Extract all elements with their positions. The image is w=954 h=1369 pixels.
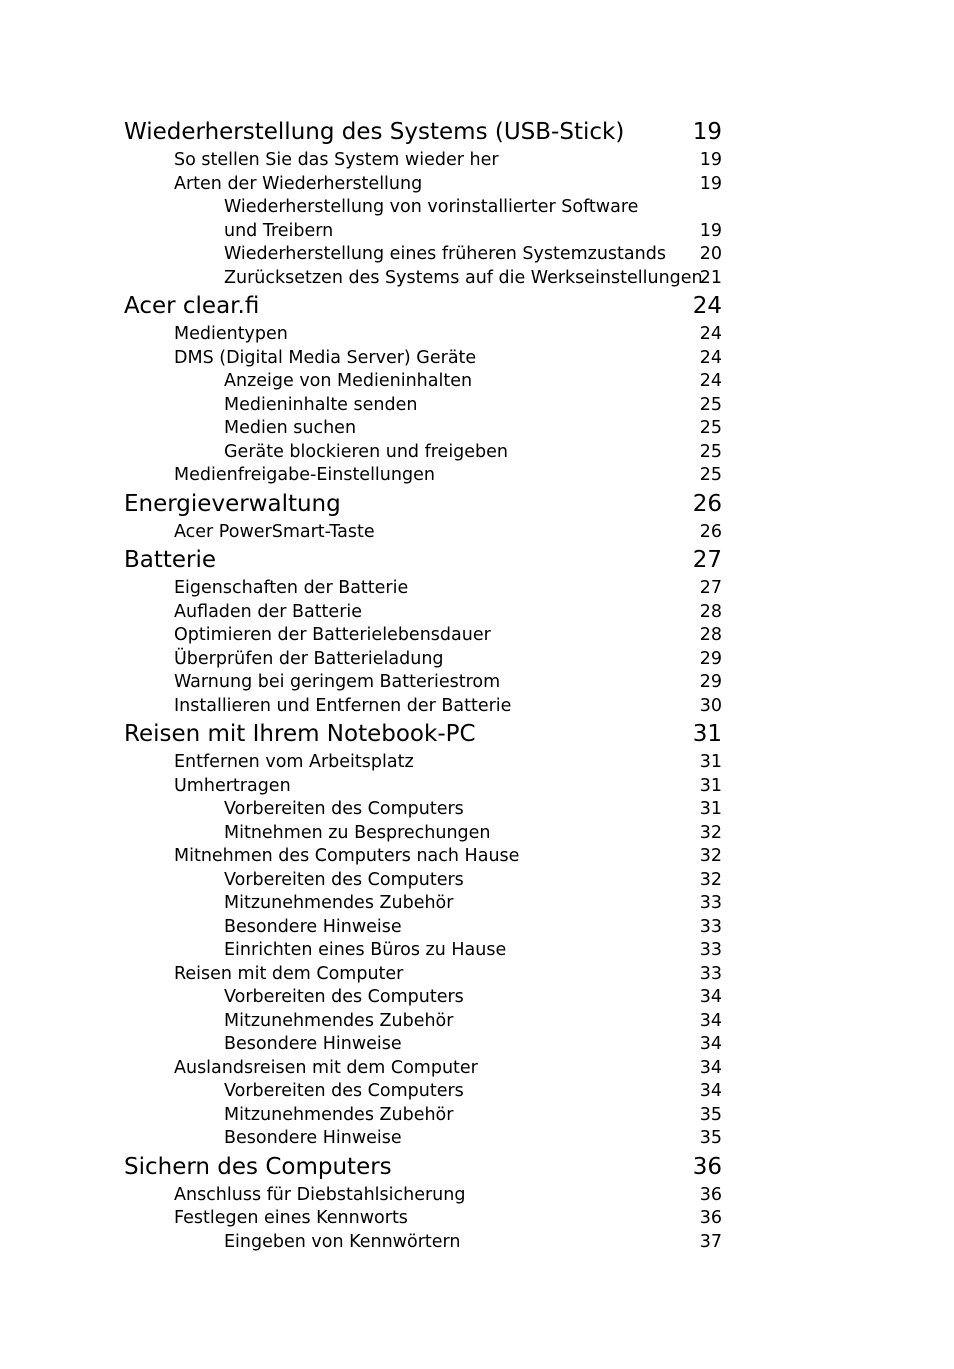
toc-entry-title: Vorbereiten des Computers [224,799,464,819]
toc-entry-title: Optimieren der Batterielebensdauer [174,625,491,645]
toc-subsection[interactable] [124,986,722,1010]
table-of-contents [124,116,722,1254]
toc-section[interactable] [124,624,722,648]
toc-chapter[interactable] [124,718,722,751]
toc-section[interactable] [124,577,722,601]
toc-entry-title: Besondere Hinweise [224,916,402,937]
toc-entry-title: Installieren und Entfernen der Batterie [174,695,512,716]
toc-subsection[interactable] [124,370,722,394]
toc-subsection[interactable] [124,267,722,291]
toc-subsection[interactable] [124,869,722,893]
toc-chapter[interactable] [124,290,722,323]
toc-entry-title: Wiederherstellung eines früheren Systemzustands [224,244,666,264]
toc-entry-title: Aufladen der Batterie [174,601,363,622]
toc-subsection[interactable] [124,1010,722,1034]
toc-entry-page-number: 32 [699,846,722,866]
toc-entry-page-number: 30 [699,695,722,716]
toc-section[interactable] [124,347,722,371]
toc-entry-page-number: 33 [699,963,722,984]
toc-chapter[interactable] [124,1151,722,1184]
toc-entry-page-number: 36 [692,1153,722,1180]
toc-entry-page-number: 24 [699,324,722,344]
toc-entry-title: Batterie [124,547,217,573]
toc-subsection[interactable] [124,1080,722,1104]
toc-entry-page-number: 35 [699,1128,722,1148]
toc-entry-title: Mitnehmen zu Besprechungen [224,822,491,843]
toc-section[interactable] [124,521,722,545]
toc-entry-title: Vorbereiten des Computers [224,987,464,1007]
toc-entry-page-number: 33 [699,893,722,913]
toc-entry-page-number: 31 [699,775,722,796]
toc-section[interactable] [124,323,722,347]
toc-subsection[interactable] [124,916,722,940]
toc-entry-title: Entfernen vom Arbeitsplatz [174,752,414,772]
toc-entry-page-number: 19 [692,119,722,145]
toc-entry-title: Eigenschaften der Batterie [174,578,409,598]
toc-entry-title: Auslandsreisen mit dem Computer [174,1057,478,1078]
toc-entry-page-number: 33 [699,916,722,937]
toc-entry-title: Medieninhalte senden [224,394,418,415]
toc-entry-page-number: 34 [699,1010,722,1031]
toc-subsection[interactable] [124,798,722,822]
toc-entry-page-number: 32 [699,822,722,843]
toc-entry-title: Wiederherstellung des Systems (USB-Stick) [124,119,625,145]
toc-subsection[interactable] [124,196,722,220]
toc-entry-page-number: 28 [699,625,722,645]
toc-entry-title: Umhertragen [174,775,291,796]
toc-entry-title: Anschluss für Diebstahlsicherung [174,1184,466,1205]
toc-subsection[interactable] [124,939,722,963]
toc-entry-title: Besondere Hinweise [224,1128,402,1148]
toc-entry-title: und Treibern [224,220,334,241]
toc-entry-page-number: 26 [692,490,722,517]
toc-section[interactable] [124,601,722,625]
toc-entry-title: Reisen mit Ihrem Notebook-PC [124,721,476,747]
toc-subsection[interactable] [124,1231,722,1255]
toc-entry-title: Festlegen eines Kennworts [174,1208,408,1228]
toc-entry-title: Überprüfen der Batterieladung [174,648,444,669]
toc-entry-page-number: 31 [692,721,722,747]
toc-entry-title: Reisen mit dem Computer [174,963,404,984]
toc-entry-page-number: 34 [699,1081,722,1101]
toc-subsection[interactable] [124,822,722,846]
toc-entry-title: Mitnehmen des Computers nach Hause [174,846,520,866]
toc-subsection[interactable] [124,220,722,244]
toc-entry-page-number: 34 [699,1034,722,1054]
toc-entry-page-number: 21 [699,267,722,288]
toc-entry-page-number: 34 [699,1057,722,1078]
toc-subsection[interactable] [124,417,722,441]
toc-entry-page-number: 28 [699,601,722,622]
toc-chapter[interactable] [124,488,722,521]
toc-entry-title: Wiederherstellung von vorinstallierter Software [224,197,639,217]
toc-entry-page-number: 19 [699,220,722,241]
toc-entry-page-number: 19 [699,173,722,194]
toc-entry-page-number: 32 [699,869,722,890]
toc-chapter[interactable] [124,116,722,149]
toc-entry-page-number: 29 [699,648,722,669]
toc-entry-title: Medientypen [174,324,288,344]
toc-entry-title: Eingeben von Kennwörtern [224,1231,461,1252]
toc-entry-title: Besondere Hinweise [224,1034,402,1054]
toc-entry-title: DMS (Digital Media Server) Geräte [174,347,477,368]
toc-entry-title: Medien suchen [224,418,357,438]
toc-entry-page-number: 24 [699,347,722,368]
toc-subsection[interactable] [124,1104,722,1128]
toc-section[interactable] [124,464,722,488]
toc-entry-title: Sichern des Computers [124,1153,392,1180]
toc-section[interactable] [124,149,722,173]
toc-entry-page-number: 25 [699,394,722,415]
toc-entry-title: So stellen Sie das System wieder her [174,150,499,170]
toc-subsection[interactable] [124,243,722,267]
toc-section[interactable] [124,1184,722,1208]
toc-entry-title: Mitzunehmendes Zubehör [224,1010,454,1031]
toc-section[interactable] [124,695,722,719]
toc-entry-title: Mitzunehmendes Zubehör [224,1104,454,1125]
toc-subsection[interactable] [124,394,722,418]
toc-entry-page-number: 33 [699,940,722,960]
toc-entry-page-number: 24 [699,371,722,391]
toc-section[interactable] [124,1057,722,1081]
toc-subsection[interactable] [124,1127,722,1151]
toc-entry-page-number: 34 [699,987,722,1007]
toc-subsection[interactable] [124,1033,722,1057]
toc-section[interactable] [124,671,722,695]
toc-entry-page-number: 35 [699,1104,722,1125]
toc-entry-title: Zurücksetzen des Systems auf die Werkseinstellungen [224,267,703,288]
toc-entry-page-number: 37 [699,1231,722,1252]
toc-entry-page-number: 19 [699,150,722,170]
toc-section[interactable] [124,173,722,197]
toc-entry-page-number: 29 [699,672,722,692]
toc-entry-page-number: 20 [699,244,722,264]
toc-entry-page-number: 24 [692,293,722,319]
toc-section[interactable] [124,648,722,672]
toc-section[interactable] [124,845,722,869]
toc-entry-title: Geräte blockieren und freigeben [224,441,509,462]
toc-entry-page-number: 25 [699,441,722,462]
toc-entry-title: Energieverwaltung [124,490,341,517]
toc-section[interactable] [124,775,722,799]
toc-section[interactable] [124,1207,722,1231]
toc-entry-page-number: 36 [699,1184,722,1205]
toc-entry-title: Medienfreigabe-Einstellungen [174,465,435,485]
toc-entry-page-number: 27 [699,578,722,598]
toc-entry-title: Anzeige von Medieninhalten [224,371,473,391]
toc-entry-page-number: 31 [699,752,722,772]
toc-entry-page-number: 27 [692,547,722,573]
toc-section[interactable] [124,751,722,775]
toc-entry-title: Warnung bei geringem Batteriestrom [174,672,501,692]
toc-entry-page-number: 25 [699,465,722,485]
toc-entry-page-number: 25 [699,418,722,438]
toc-chapter[interactable] [124,544,722,577]
toc-section[interactable] [124,963,722,987]
toc-entry-title: Acer clear.fi [124,293,260,319]
toc-entry-page-number: 31 [699,799,722,819]
toc-subsection[interactable] [124,441,722,465]
toc-entry-title: Vorbereiten des Computers [224,869,464,890]
toc-entry-title: Einrichten eines Büros zu Hause [224,940,507,960]
toc-entry-title: Mitzunehmendes Zubehör [224,893,454,913]
toc-entry-page-number: 26 [699,521,722,542]
toc-entry-title: Vorbereiten des Computers [224,1081,464,1101]
toc-entry-title: Acer PowerSmart-Taste [174,521,375,542]
toc-entry-title: Arten der Wiederherstellung [174,173,423,194]
toc-subsection[interactable] [124,892,722,916]
toc-entry-page-number: 36 [699,1208,722,1228]
